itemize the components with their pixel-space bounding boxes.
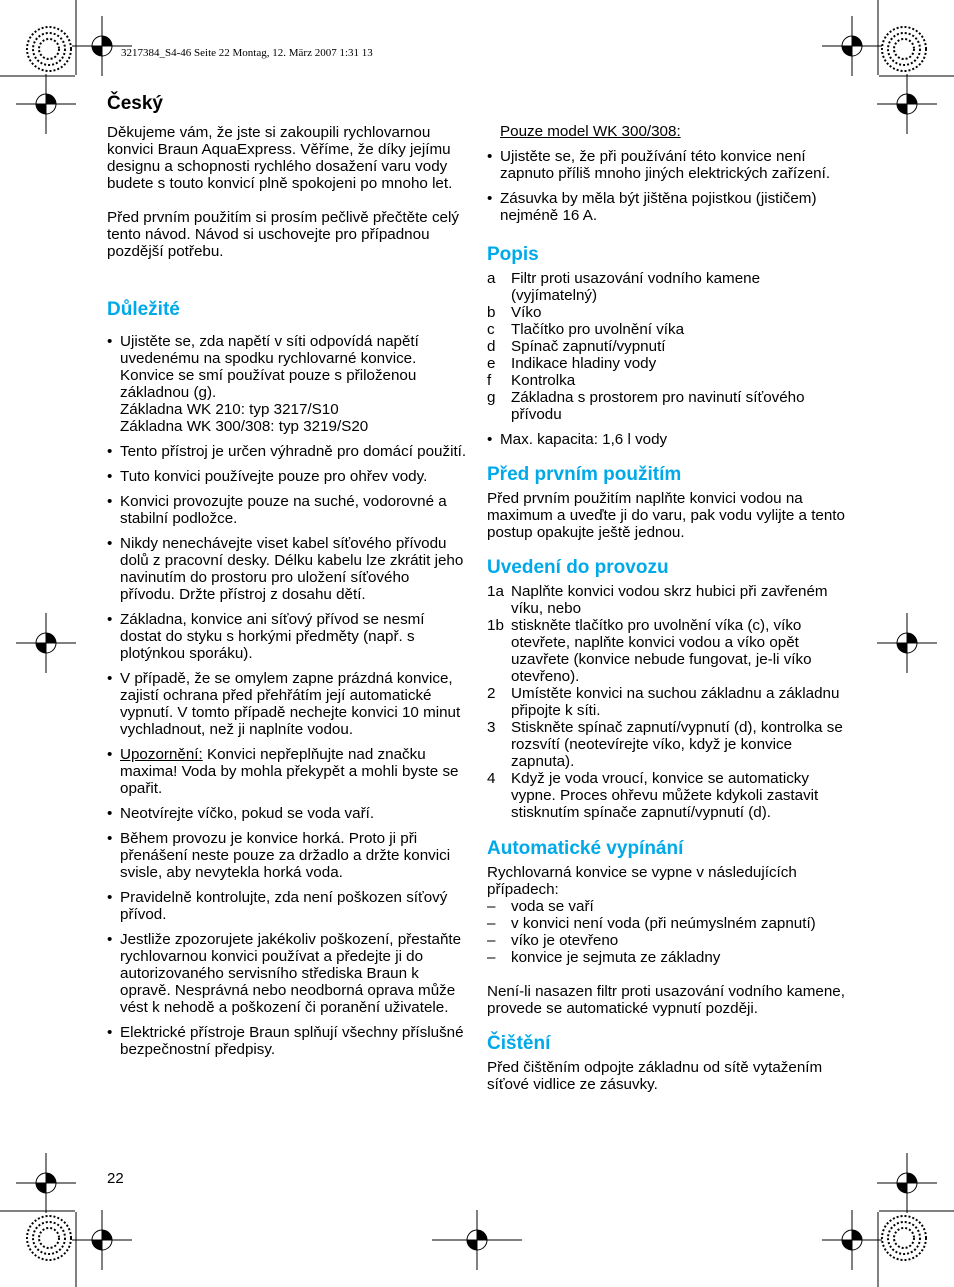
list-item: • Elektrické přístroje Braun splňují všechny příslušné bezpečnostní předpisy.	[107, 1024, 467, 1058]
auto-off-list	[487, 898, 849, 966]
list-item: • Tuto konvici používejte pouze pro ohřev vody.	[107, 468, 467, 485]
warning-label: Upozornění:	[120, 746, 203, 763]
list-item: a Filtr proti usazování vodního kamene (vyjímatelný)	[487, 270, 761, 304]
list-item: • Základna, konvice ani síťový přívod se nesmí dostat do styku s horkými předměty (např. s plotýnkou sporáku).	[107, 611, 467, 662]
language-title: Český	[107, 93, 163, 114]
right-column	[487, 123, 849, 1093]
popis-heading: Popis	[487, 244, 539, 265]
auto-off-note: Není-li nasazen filtr proti usazování vodního kamene, provede se automatické vypnutí později.	[487, 983, 845, 1017]
list-item: • Upozornění: Konvici nepřeplňujte nad značku maxima! Voda by mohla překypět a mohli byste se opařit.	[107, 746, 467, 797]
list-item: • Ujistěte se, že při používání této konvice není zapnuto příliš mnoho jiných elektrických zařízení.	[487, 148, 849, 182]
list-item: 4 Když je voda vroucí, konvice se automaticky vypne. Proces ohřevu můžete kdykoli zastavit stisknutím spínače zapnutí/vypnutí (d).	[487, 770, 819, 821]
list-item: – v konvici není voda (při neúmyslném zapnutí)	[487, 915, 816, 932]
first-use-heading: Před prvním použitím	[487, 464, 682, 485]
list-item: • Zásuvka by měla být jištěna pojistkou (jističem) nejméně 16 A.	[487, 190, 849, 224]
first-use-text: Před prvním použitím naplňte konvici vodou na maximum a uveďte ji do varu, pak vodu vylijte a tento postup opakujte ještě jednou.	[487, 490, 845, 541]
cleaning-text: Před čištěním odpojte základnu od sítě vytažením síťové vidlice ze zásuvky.	[487, 1059, 823, 1093]
base-type-wk210: Základna WK 210: typ 3217/S10	[120, 401, 339, 418]
important-list	[107, 333, 467, 1058]
base-type-wk300: Základna WK 300/308: typ 3219/S20	[120, 418, 369, 435]
list-item: – víko je otevřeno	[487, 932, 619, 949]
left-column	[107, 124, 467, 1066]
list-item: • Konvici provozujte pouze na suché, vodorovné a stabilní podložce.	[107, 493, 467, 527]
operation-steps	[487, 583, 849, 821]
list-item: • Pravidelně kontrolujte, zda není poškozen síťový přívod.	[107, 889, 467, 923]
print-slug: 3217384_S4-46 Seite 22 Montag, 12. März 2007 1:31 13	[121, 47, 373, 59]
list-item: – voda se vaří	[487, 898, 594, 915]
list-item: • Neotvírejte víčko, pokud se voda vaří.	[107, 805, 467, 822]
cleaning-heading: Čištění	[487, 1033, 551, 1054]
list-item: • Jestliže zpozorujete jakékoliv poškození, přestaňte rychlovarnou konvici používat a předejte ji do autorizovaného servisního střediska Braun k opravě. Nesprávná nebo neodborná oprava může vést k nehodě a poškození či poranění uživatele.	[107, 931, 467, 1016]
list-item: d Spínač zapnutí/vypnutí	[487, 338, 666, 355]
list-item: f Kontrolka	[487, 372, 576, 389]
list-item: e Indikace hladiny vody	[487, 355, 657, 372]
list-item: • Tento přístroj je určen výhradně pro domácí použití.	[107, 443, 467, 460]
auto-off-heading: Automatické vypínání	[487, 838, 684, 859]
list-item: • Ujistěte se, zda napětí v síti odpovídá napětí uvedenému na spodku rychlovarné konvice. Konvice se smí používat pouze s přiloženou základnou (g). Základna WK 210: typ 3217/S10 Základna WK 300/308: typ 3219/S20	[107, 333, 467, 435]
list-item: 1a Naplňte konvici vodou skrz hubici při zavřeném víku, nebo	[487, 583, 828, 617]
list-item: 1b stiskněte tlačítko pro uvolnění víka (c), víko otevřete, naplňte konvici vodou a víko opět uzavřete (konvice nebude fungovat, je-li víko otevřeno).	[487, 617, 812, 685]
list-item: 2 Umístěte konvici na suchou základnu a základnu připojte k síti.	[487, 685, 840, 719]
operation-heading: Uvedení do provozu	[487, 557, 669, 578]
list-item: g Základna s prostorem pro navinutí síťového přívodu	[487, 389, 805, 423]
list-item: c Tlačítko pro uvolnění víka	[487, 321, 685, 338]
parts-list	[487, 270, 849, 423]
list-item: • V případě, že se omylem zapne prázdná konvice, zajistí ochrana před přehřátím její automatické vypnutí. V tomto případě nechejte konvici 10 minut vychladnout, než ji naplníte vodou.	[107, 670, 467, 738]
list-item: b Víko	[487, 304, 542, 321]
list-item: • Během provozu je konvice horká. Proto ji při přenášení neste pouze za držadlo a držte konvici svisle, aby nevytekla horká voda.	[107, 830, 467, 881]
auto-off-intro: Rychlovarná konvice se vypne v následujících případech:	[487, 864, 797, 898]
list-item: – konvice je sejmuta ze základny	[487, 949, 721, 966]
capacity-list	[487, 431, 849, 448]
intro-paragraph: Děkujeme vám, že jste si zakoupili rychlovarnou konvici Braun AquaExpress. Věříme, že díky jejímu designu a schopnosti rychlého dosažení varu vody budete s touto konvicí plně spokojeni po mnoho let.	[107, 124, 453, 192]
capacity: • Max. kapacita: 1,6 l vody	[487, 431, 849, 448]
important-heading: Důležité	[107, 299, 180, 320]
intro-paragraph-2: Před prvním použitím si prosím pečlivě přečtěte celý tento návod. Návod si uschovejte pro případnou pozdější potřebu.	[107, 209, 459, 260]
list-item: 3 Stiskněte spínač zapnutí/vypnutí (d), kontrolka se rozsvítí (neotevírejte víko, když je konvice zapnuta).	[487, 719, 843, 770]
list-item: • Nikdy nenechávejte viset kabel síťového přívodu dolů z pracovní desky. Délku kabelu lze zkrátit jeho navinutím do prostoru pro uložení síťového přívodu. Držte přístroj z dosahu dětí.	[107, 535, 467, 603]
page-number: 22	[107, 1170, 124, 1187]
model-list	[487, 148, 849, 224]
model-note: Pouze model WK 300/308:	[500, 123, 681, 140]
